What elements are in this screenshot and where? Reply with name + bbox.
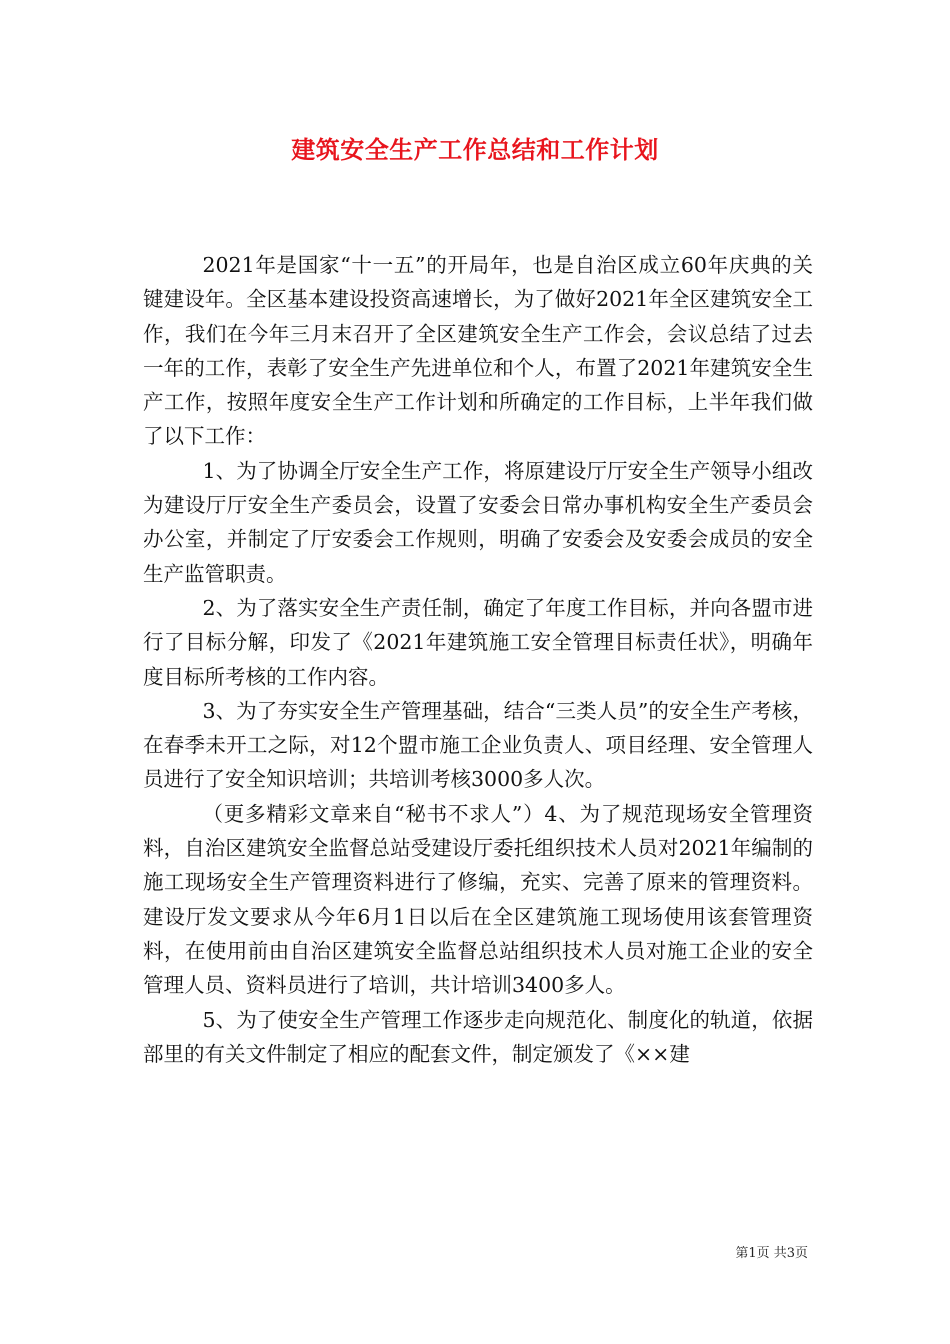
paragraph-item-2: 2、为了落实安全生产责任制，确定了年度工作目标，并向各盟市进行了目标分解，印发了《2021年建筑施工安全管理目标责任状》，明确年度目标所考核的工作内容。 [143, 595, 813, 689]
paragraph-intro: 2021年是国家“十一五”的开局年，也是自治区成立60年庆典的关键建设年。全区基本建设投资高速增长，为了做好2021年全区建筑安全工作，我们在今年三月末召开了全区建筑安全生产工作会，会议总结了过去一年的工作，表彰了安全生产先进单位和个人，布置了2021年建筑安全生产工作，按照年度安全生产工作计划和所确定的工作目标，上半年我们做了以下工作： [143, 253, 813, 449]
paragraph-item-5: 5、为了使安全生产管理工作逐步走向规范化、制度化的轨道，依据部里的有关文件制定了相应的配套文件，制定颁发了《××建 [143, 1007, 813, 1066]
document-body [143, 248, 813, 1071]
paragraph-item-3: 3、为了夯实安全生产管理基础，结合“三类人员”的安全生产考核，在春季未开工之际，对12个盟市施工企业负责人、项目经理、安全管理人员进行了安全知识培训；共培训考核3000多人次。 [143, 698, 813, 792]
paragraph-item-4: （更多精彩文章来自“秘书不求人”）4、为了规范现场安全管理资料，自治区建筑安全监督总站受建设厅委托组织技术人员对2021年编制的施工现场安全生产管理资料进行了修编，充实、完善了原来的管理资料。建设厅发文要求从今年6月1日以后在全区建筑施工现场使用该套管理资料，在使用前由自治区建筑安全监督总站组织技术人员对施工企业的安全管理人员、资料员进行了培训，共计培训3400多人。 [143, 801, 813, 998]
page-title: 建筑安全生产工作总结和工作计划 [291, 135, 659, 164]
paragraph-item-1: 1、为了协调全厅安全生产工作，将原建设厅厅安全生产领导小组改为建设厅厅安全生产委员会，设置了安委会日常办事机构安全生产委员会办公室，并制定了厅安委会工作规则，明确了安委会及安委会成员的安全生产监管职责。 [143, 458, 813, 586]
page-number-footer: 第1页 共3页 [735, 1246, 808, 1261]
